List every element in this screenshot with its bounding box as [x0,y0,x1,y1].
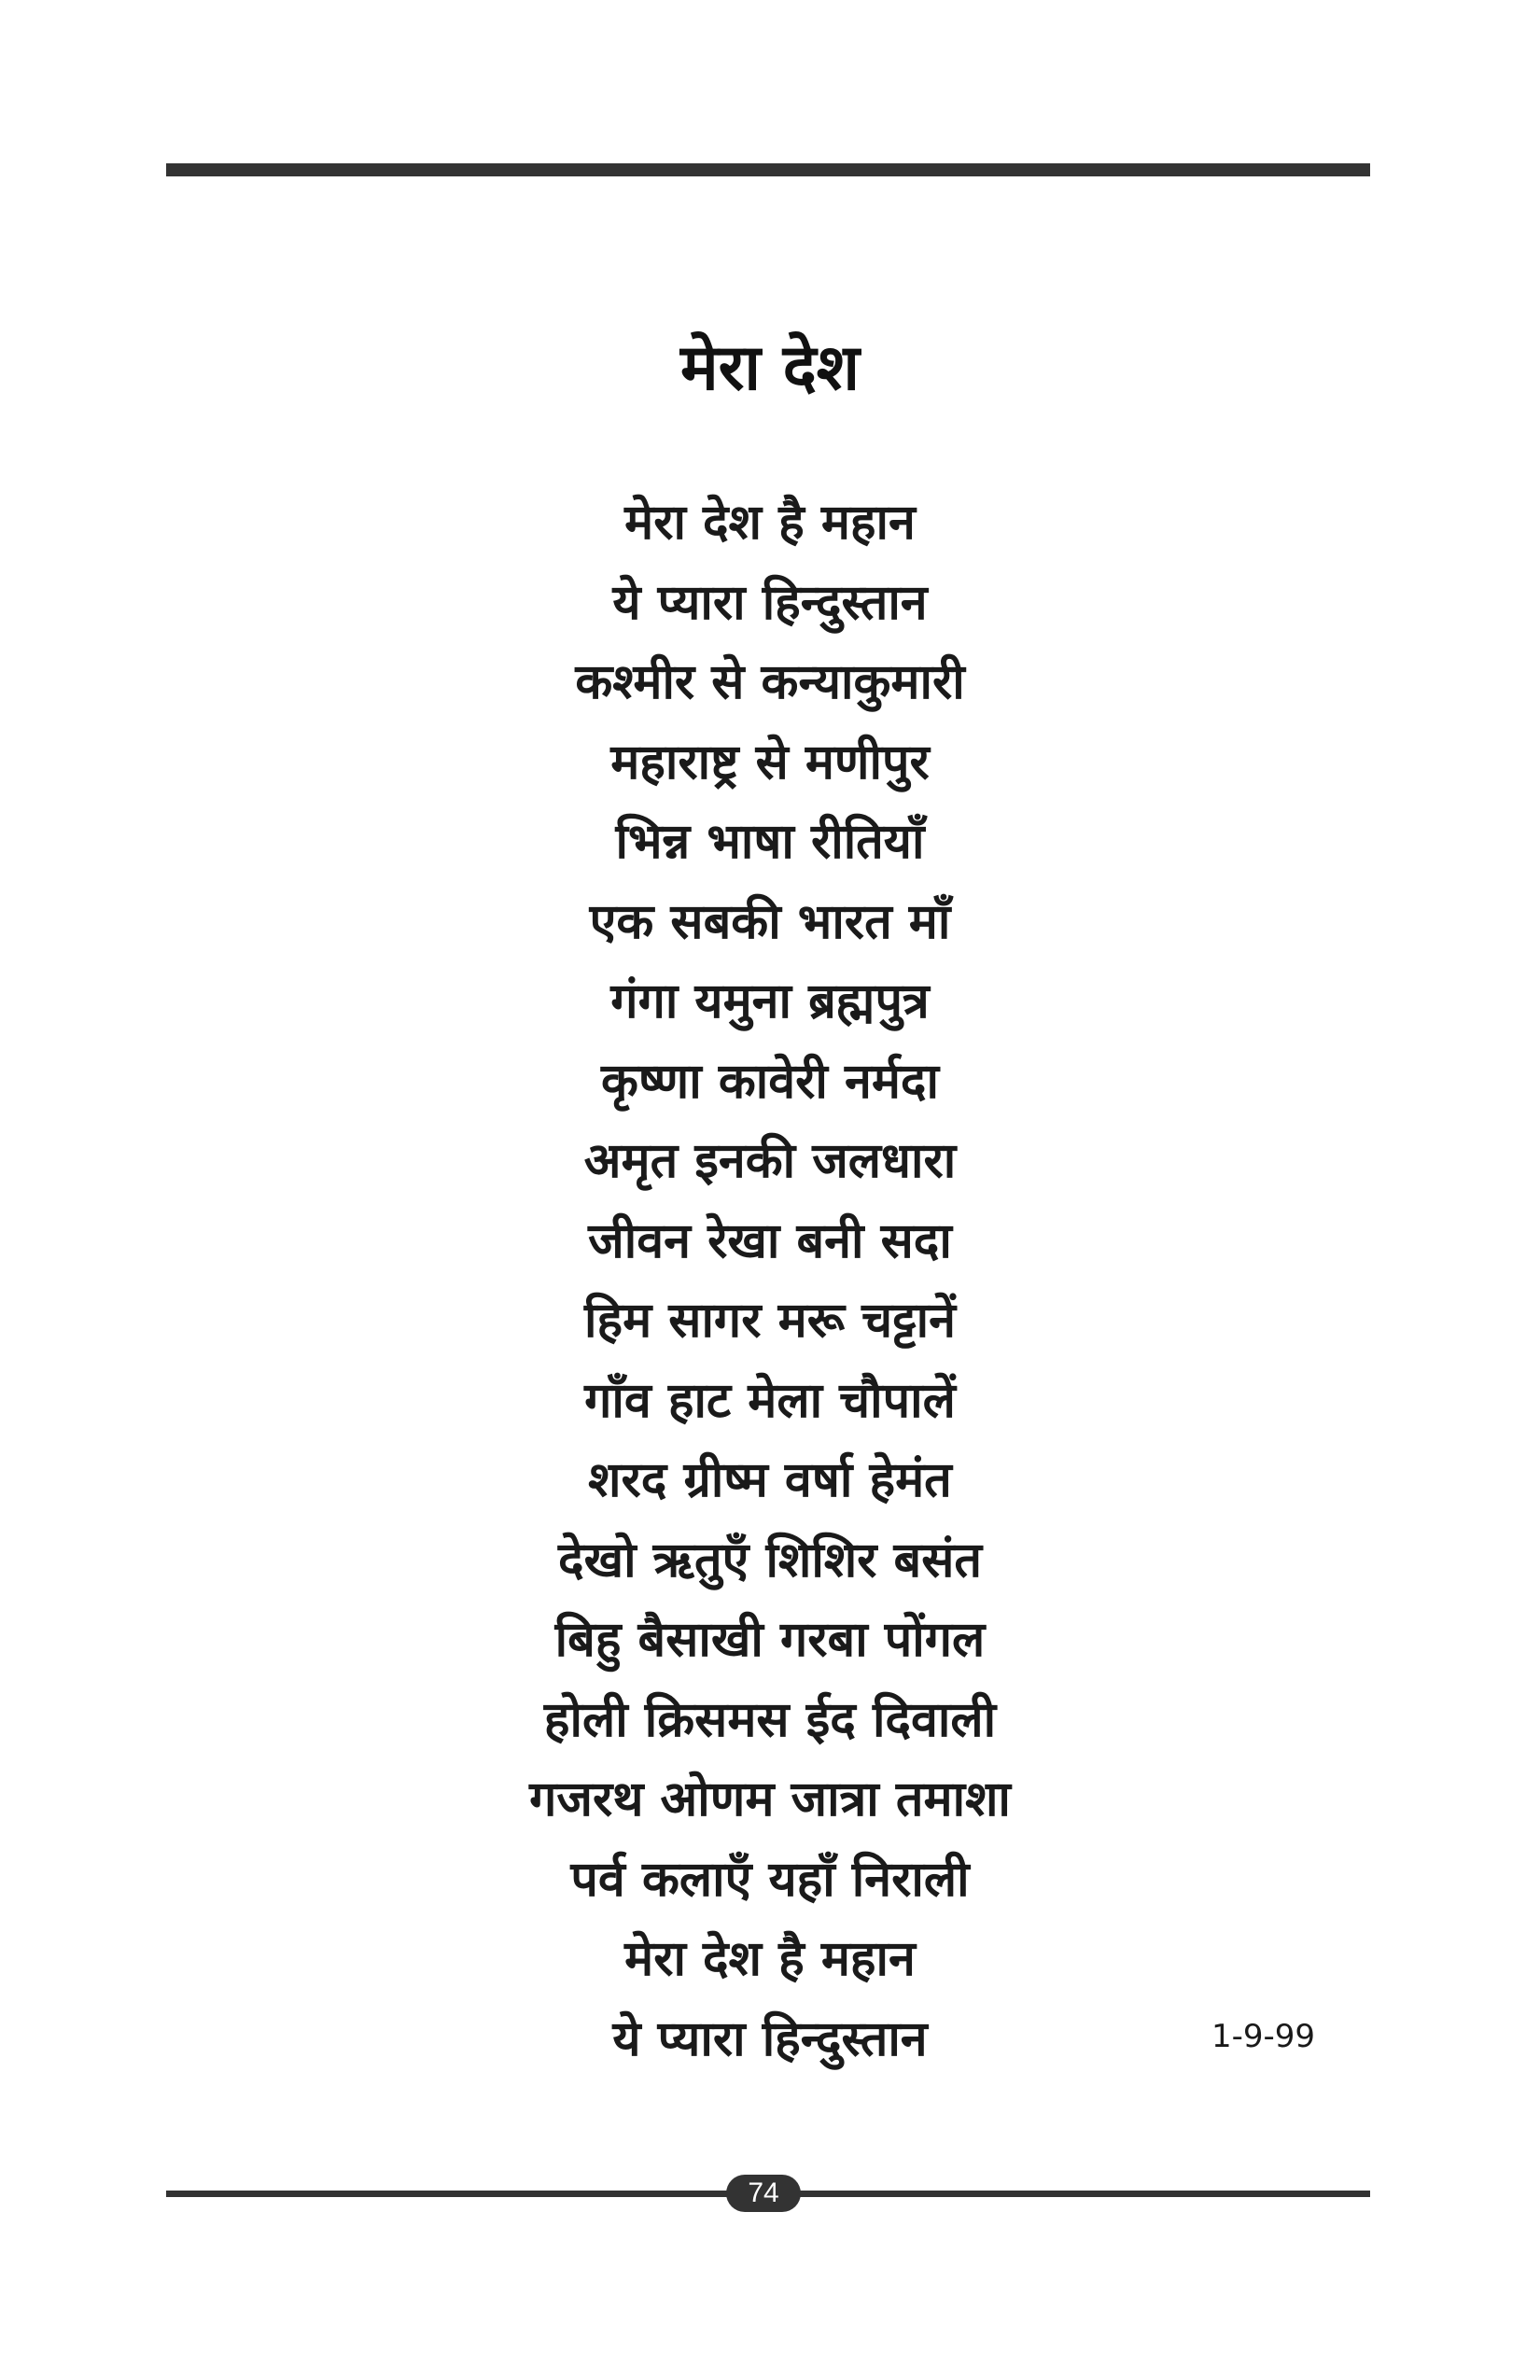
poem-line: गाँव हाट मेला चौपालें [584,1372,956,1429]
poem-line: मेरा देश है महान [624,1931,916,1987]
poem-line: होली क्रिसमस ईद दिवाली [543,1691,997,1748]
poem-line: शरद ग्रीष्म वर्षा हेमंत [588,1452,952,1508]
poem-line: मेरा देश है महान [624,495,916,551]
poem-line: बिहु बैसाखी गरबा पोंगल [554,1612,986,1668]
top-rule [166,163,1370,176]
poem-line: गजरथ ओणम जात्रा तमाशा [529,1771,1011,1827]
poem-line: ये प्यारा हिन्दुस्तान [612,2010,928,2067]
poem-line: देखो ऋतुएँ शिशिर बसंत [557,1532,983,1589]
poem-body [0,483,1540,2079]
poem-line: महाराष्ट्र से मणीपुर [610,734,930,791]
poem-line: भिन्न भाषा रीतियाँ [615,814,925,870]
poem-line: अमृत इनकी जलधारा [583,1133,957,1189]
poem-line: गंगा यमुना ब्रह्मपुत्र [610,973,930,1029]
poem-line: पर्व कलाएँ यहाँ निराली [570,1851,970,1908]
poem-title: मेरा देश [679,331,861,405]
poem-line: हिम सागर मरू चट्टानें [584,1293,956,1349]
poem-line: एक सबकी भारत माँ [589,893,951,950]
poem-line: ये प्यारा हिन्दुस्तान [612,574,928,631]
poem-line: कृष्णा कावेरी नर्मदा [600,1053,940,1110]
page-number-badge: 74 [726,2175,801,2212]
poem-date: 1-9-99 [1211,2018,1316,2055]
poem-line: कश्मीर से कन्याकुमारी [575,654,965,710]
poem-line: जीवन रेखा बनी सदा [588,1212,952,1269]
